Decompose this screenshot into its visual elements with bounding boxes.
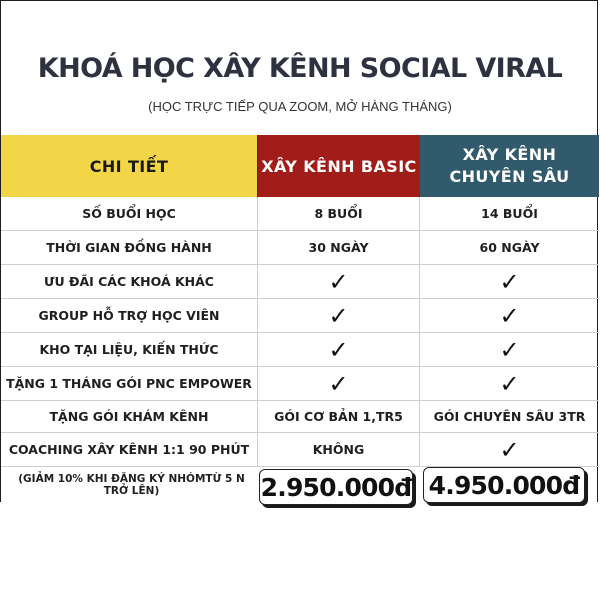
check-icon: ✓: [499, 369, 520, 398]
header-pro-line1: XÂY KÊNH: [462, 145, 557, 164]
group-discount-note: (GIẢM 10% KHI ĐĂNG KÝ NHÓMTỪ 5 N TRỞ LÊN): [18, 473, 245, 497]
row-label: SỐ BUỔI HỌC: [1, 197, 258, 231]
table-header: [1, 135, 599, 197]
row-pro-value: 14 BUỔI: [420, 197, 599, 231]
row-basic-value: GÓI CƠ BẢN 1,TR5: [258, 401, 420, 433]
page-title: KHOÁ HỌC XÂY KÊNH SOCIAL VIRAL: [37, 53, 563, 84]
table-row: [1, 401, 599, 433]
check-icon: ✓: [499, 335, 520, 364]
table-row: [1, 433, 599, 467]
table-row: [1, 197, 599, 231]
row-label: GROUP HỖ TRỢ HỌC VIÊN: [1, 299, 258, 333]
check-icon: ✓: [499, 435, 520, 464]
row-label: ƯU ĐÃI CÁC KHOÁ KHÁC: [1, 265, 258, 299]
table-row: [1, 265, 599, 299]
table-row: [1, 367, 599, 401]
row-basic-cell: [258, 265, 420, 299]
header-pro-line2: CHUYÊN SÂU: [449, 167, 570, 186]
page-subtitle: (HỌC TRỰC TIẾP QUA ZOOM, MỞ HÀNG THÁNG): [148, 99, 452, 114]
row-basic-value: KHÔNG: [258, 433, 420, 467]
table-row: [1, 231, 599, 265]
row-basic-cell: [258, 299, 420, 333]
row-pro-value: 60 NGÀY: [420, 231, 599, 265]
header-basic: XÂY KÊNH BASIC: [258, 135, 420, 197]
row-label: KHO TẠI LIỆU, KIẾN THỨC: [1, 333, 258, 367]
check-icon: ✓: [328, 369, 349, 398]
header-details: CHI TIẾT: [1, 135, 258, 197]
row-label: THỜI GIAN ĐỒNG HÀNH: [1, 231, 258, 265]
table-row: [1, 299, 599, 333]
row-label: TẶNG 1 THÁNG GÓI PNC EMPOWER: [1, 367, 258, 401]
check-icon: ✓: [328, 335, 349, 364]
row-pro-value: GÓI CHUYÊN SÂU 3TR: [420, 401, 599, 433]
row-pro-cell: [420, 367, 599, 401]
row-basic-value: 30 NGÀY: [258, 231, 420, 265]
row-label: TẶNG GÓI KHÁM KÊNH: [1, 401, 258, 433]
check-icon: ✓: [499, 267, 520, 296]
row-basic-cell: [258, 333, 420, 367]
pro-price: 4.950.000đ: [423, 467, 585, 503]
row-pro-cell: [420, 265, 599, 299]
row-label: COACHING XÂY KÊNH 1:1 90 PHÚT: [1, 433, 258, 467]
row-basic-value: 8 BUỔI: [258, 197, 420, 231]
check-icon: ✓: [328, 301, 349, 330]
row-pro-cell: [420, 299, 599, 333]
row-pro-cell: [420, 433, 599, 467]
header-pro: [420, 135, 599, 197]
table-row: [1, 333, 599, 367]
check-icon: ✓: [499, 301, 520, 330]
basic-price: 2.950.000đ: [259, 469, 413, 505]
check-icon: ✓: [328, 267, 349, 296]
row-pro-cell: [420, 333, 599, 367]
row-basic-cell: [258, 367, 420, 401]
